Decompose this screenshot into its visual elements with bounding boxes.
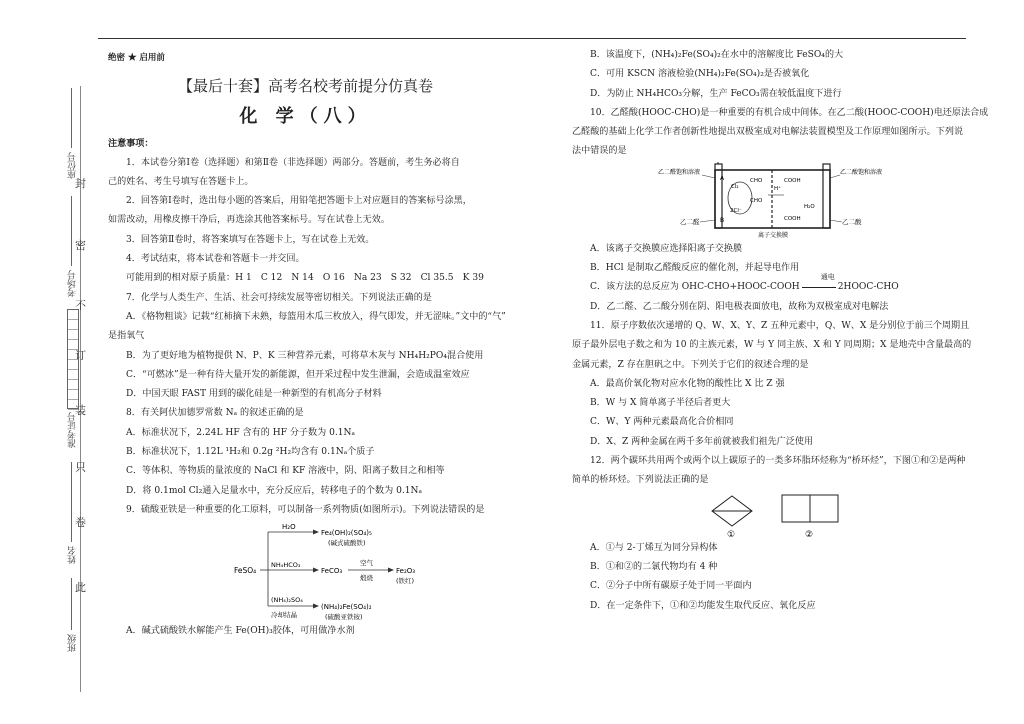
q10-electrode-right <box>823 164 830 228</box>
notice-line: 3．回答第Ⅱ卷时，将答案填写在答题卡上，写在试卷上无效。 <box>126 234 375 245</box>
q10-fig-cl2: Cl₂ <box>731 183 739 190</box>
q10-stem-2: 乙醛酸的基础上化学工作者创新性地提出双极室成对电解法装置模型及工作原理如图所示。下列说 <box>572 127 964 138</box>
q10-electrolysis-svg <box>572 162 968 240</box>
q10-fig-cho-mid: CHO <box>750 197 763 204</box>
q9-flow-diagram <box>108 520 503 622</box>
room-line <box>71 196 72 266</box>
ticket-label: 准考证号 <box>68 412 78 448</box>
class-line <box>71 578 72 630</box>
name-line <box>71 462 72 542</box>
binding-char-7: 卷 <box>75 516 86 529</box>
q10-stem-3: 法中错误的是 <box>572 146 627 157</box>
q9-fig-reagent-bottom: (NH₄)₂SO₄ <box>271 596 303 605</box>
q9-fig-product-bottom-name: (硫酸亚铁铵) <box>325 613 363 622</box>
seat-line <box>71 88 72 148</box>
q9-fig-step-bottom: 冷却结晶 <box>271 611 297 620</box>
q12-label-1: ① <box>727 529 736 539</box>
q9-fig-step-air: 空气 <box>360 559 373 568</box>
q9-fig-product-final-name: (铁红) <box>396 577 415 586</box>
q9-arrowhead-bottom <box>313 604 319 609</box>
q9-arrowhead-top <box>313 530 319 535</box>
q12-option-c: C．②分子中所有碳原子处于同一平面内 <box>590 581 752 592</box>
q12-structures-svg <box>572 491 968 539</box>
q9-fig-step-calcine: 煅烧 <box>360 574 373 583</box>
q11-stem-1: 11．原子序数依次递增的 Q、W、X、Y、Z 五种元素中，Q、W、X 是分别位于前三个周期且 <box>590 320 970 331</box>
notice-line: 4．考试结束，将本试卷和答题卡一并交回。 <box>126 254 305 265</box>
q10-fig-label-br: 乙二酸 <box>842 217 862 226</box>
q7-stem: 7．化学与人类生产、生活、社会可持续发展等密切相关。下列说法正确的是 <box>126 292 432 303</box>
q12-stem-2: 简单的桥环烃。下列说法正确的是 <box>572 475 709 486</box>
q10-electrolysis-diagram <box>572 162 968 240</box>
q10-option-b: B．HCl 是制取乙醛酸反应的催化剂，并起导电作用 <box>590 263 800 274</box>
q10-option-d: D．乙二醛、乙二酸分别在阴、阳电极表面放电，故称为双极室成对电解法 <box>590 301 889 312</box>
q7-option-d: D．中国天眼 FAST 用到的碳化硅是一种新型的有机高分子材料 <box>126 389 382 400</box>
q11-option-a: A．最高价氧化物对应水化物的酸性比 X 比 Z 强 <box>590 378 785 389</box>
q9-fig-product-top: Fe₄(OH)₂(SO₄)₅ <box>321 529 372 538</box>
q9-flow-svg <box>108 520 503 622</box>
right-column <box>572 46 989 616</box>
q9-fig-reagent-mid: NH₄HCO₃ <box>271 561 301 570</box>
seat-label: 座位号 <box>68 152 78 179</box>
room-label: 考场号 <box>68 270 78 297</box>
q9-fig-product-bottom: (NH₄)₂Fe(SO₄)₂ <box>321 603 372 612</box>
q10-fig-cho-top: CHO <box>750 177 763 184</box>
q9-arrowhead-calcine <box>388 568 394 573</box>
q11-stem-3: 金属元素，Z 存在胆矾之中。下列关于它们的叙述合理的是 <box>572 359 809 370</box>
q9-fig-start: FeSO₄ <box>234 566 257 576</box>
q12-option-d: D．在一定条件下，①和②均能发生取代反应、氧化反应 <box>590 600 816 611</box>
binding-char-8: 此 <box>75 581 86 594</box>
q11-option-c: C．W、Y 两种元素最高化合价相同 <box>590 417 734 428</box>
q10-fig-label-bl: 乙二醛 <box>680 217 700 226</box>
q9-option-c: C．可用 KSCN 溶液检验(NH₄)₂Fe(SO₄)₂是否被氧化 <box>590 69 810 80</box>
q9-fig-product-final: Fe₂O₃ <box>396 567 416 576</box>
ticket-number-grid[interactable] <box>67 309 79 409</box>
q9-fig-product-mid: FeCO₃ <box>321 567 343 576</box>
exam-title: 【最后十套】高考名校考前提分仿真卷 <box>177 77 433 96</box>
q11-stem-2: 原子最外层电子数之和为 10 的主族元素，W 与 Y 同主族、X 和 Y 同周期；X 是地壳中含量最高的 <box>572 340 972 351</box>
notice-line: 2．回答第Ⅰ卷时，选出每小题的答案后，用铅笔把答题卡上对应题目的答案标号涂黑， <box>126 196 472 207</box>
top-rule <box>98 38 966 39</box>
q10-fig-cl: 2Cl⁻ <box>730 207 742 214</box>
q10-fig-membrane: 离子交换膜 <box>758 231 789 239</box>
notice-line: 如需改动，用橡皮擦干净后，再选涂其他答案标号。写在试卷上无效。 <box>108 215 390 226</box>
q10-fig-cooh-top: COOH <box>784 177 801 184</box>
q10-reaction-arrow <box>800 273 838 297</box>
q10-option-c-pre: C．该方法的总反应为 OHC-CHO+HOOC-COOH <box>590 282 800 293</box>
binding-char-3: 不 <box>75 299 86 312</box>
q10-option-c <box>572 273 968 297</box>
q10-reaction-condition: 通电 <box>820 273 835 282</box>
q7-option-a-cont: 是指氧气 <box>108 331 145 342</box>
q8-option-d: D．将 0.1mol Cl₂通入足量水中，充分反应后，转移电子的个数为 0.1Nₐ <box>126 485 423 496</box>
q10-leader-tl <box>702 175 715 178</box>
atomic-mass-line: 可能用到的相对原子质量：H 1 C 12 N 14 O 16 Na 23 S 32 Cl 35.5 K 39 <box>126 273 484 284</box>
binding-char-5: 装 <box>75 404 86 417</box>
q9-fig-reagent-top: H₂O <box>282 523 296 532</box>
q7-option-c: C．“可燃冰”是一种有待大量开发的新能源，但开采过程中发生泄漏，会造成温室效应 <box>126 369 470 380</box>
binding-char-4: 订 <box>75 349 86 362</box>
q10-option-c-post: 2HOOC-CHO <box>837 282 899 293</box>
binding-char-6: 只 <box>75 461 86 474</box>
q9-option-a: A．碱式硫酸铁水解能产生 Fe(OH)₃胶体，可用做净水剂 <box>126 626 355 637</box>
q10-fig-left-b: B <box>720 216 725 224</box>
binding-char-1: 封 <box>75 177 86 190</box>
binding-char-2: 密 <box>75 239 86 252</box>
notice-heading: 注意事项： <box>108 138 154 150</box>
q10-stem-1: 10．乙醛酸(HOOC-CHO)是一种重要的有机合成中间体。在乙二酸(HOOC-COOH)电还原法合成 <box>590 107 989 118</box>
q9-option-b: B．该温度下，(NH₄)₂Fe(SO₄)₂在水中的溶解度比 FeSO₄的大 <box>590 50 844 60</box>
q10-fig-label-tl: 乙二醛饱和溶液 <box>658 168 701 176</box>
q9-stem: 9．硫酸亚铁是一种重要的化工原料，可以制备一系列物质(如图所示)。下列说法错误的是 <box>126 504 485 515</box>
q12-structures <box>572 491 968 539</box>
q9-option-d: D．为防止 NH₄HCO₃分解，生产 FeCO₃需在较低温度下进行 <box>590 88 842 99</box>
q12-option-b: B．①和②的二氯代物均有 4 种 <box>590 561 718 572</box>
q11-option-d: D．X、Z 两种金属在两千多年前就被我们祖先广泛使用 <box>590 436 814 447</box>
subject-title: 化 学（八） <box>239 106 372 128</box>
q10-fig-h2o: H₂O <box>804 203 815 210</box>
q7-option-a: A．《格物粗谈》记载“红柿摘下未熟，每篮用木瓜三枚放入，得气即发，并无涩味。”文中的“气” <box>126 311 506 322</box>
q10-leader-br <box>830 220 842 222</box>
q9-arrowhead-mid <box>313 568 319 573</box>
q8-option-b: B．标准状况下，1.12L ¹H₂和 0.2g ²H₂均含有 0.1Nₐ个质子 <box>126 447 375 458</box>
q10-option-a: A．该离子交换膜应选择阳离子交换膜 <box>590 243 743 254</box>
q10-reaction-bar <box>802 287 836 288</box>
q8-option-c: C．等体积、等物质的量浓度的 NaCl 和 KF 溶液中，阴、阳离子数目之和相等 <box>126 466 445 477</box>
q10-cell-box <box>715 170 830 228</box>
secret-mark: 绝密 ★ 启用前 <box>108 53 165 63</box>
q10-fig-left-a: A <box>720 174 725 182</box>
q9-fig-product-top-name: (碱式硫酸铁) <box>328 539 366 548</box>
q12-option-a: A．①与 2-丁烯互为同分异构体 <box>590 542 718 553</box>
q10-fig-label-tr: 乙二酸饱和溶液 <box>840 168 883 176</box>
q12-label-2: ② <box>805 529 814 539</box>
class-label: 班级 <box>68 634 78 652</box>
q11-option-b: B．W 与 X 简单离子半径后者更大 <box>590 398 731 409</box>
q12-stem-1: 12．两个碳环共用两个或两个以上碳原子的一类多环脂环烃称为“桥环烃”，下图①和②是两种 <box>590 456 966 467</box>
q8-stem: 8．有关阿伏加德罗常数 Nₐ 的叙述正确的是 <box>126 408 304 419</box>
q10-fig-hplus: H⁺ <box>774 185 782 192</box>
q10-fig-cooh-bottom: COOH <box>784 215 801 222</box>
q10-leader-tr <box>830 175 840 178</box>
notice-line: 己的姓名、考生号填写在答题卡上。 <box>108 176 254 187</box>
q10-leader-bl <box>700 220 715 222</box>
name-label: 姓名 <box>68 546 78 564</box>
left-column <box>108 46 506 642</box>
q7-option-b: B．为了更好地为植物提供 N、P、K 三种营养元素，可将草木灰与 NH₄H₂PO₄混合使用 <box>126 350 484 361</box>
notice-line: 1．本试卷分第Ⅰ卷（选择题）和第Ⅱ卷（非选择题）两部分。答题前，考生务必将自 <box>126 157 460 168</box>
q8-option-a: A．标准状况下，2.24L HF 含有的 HF 分子数为 0.1Nₐ <box>126 427 356 438</box>
